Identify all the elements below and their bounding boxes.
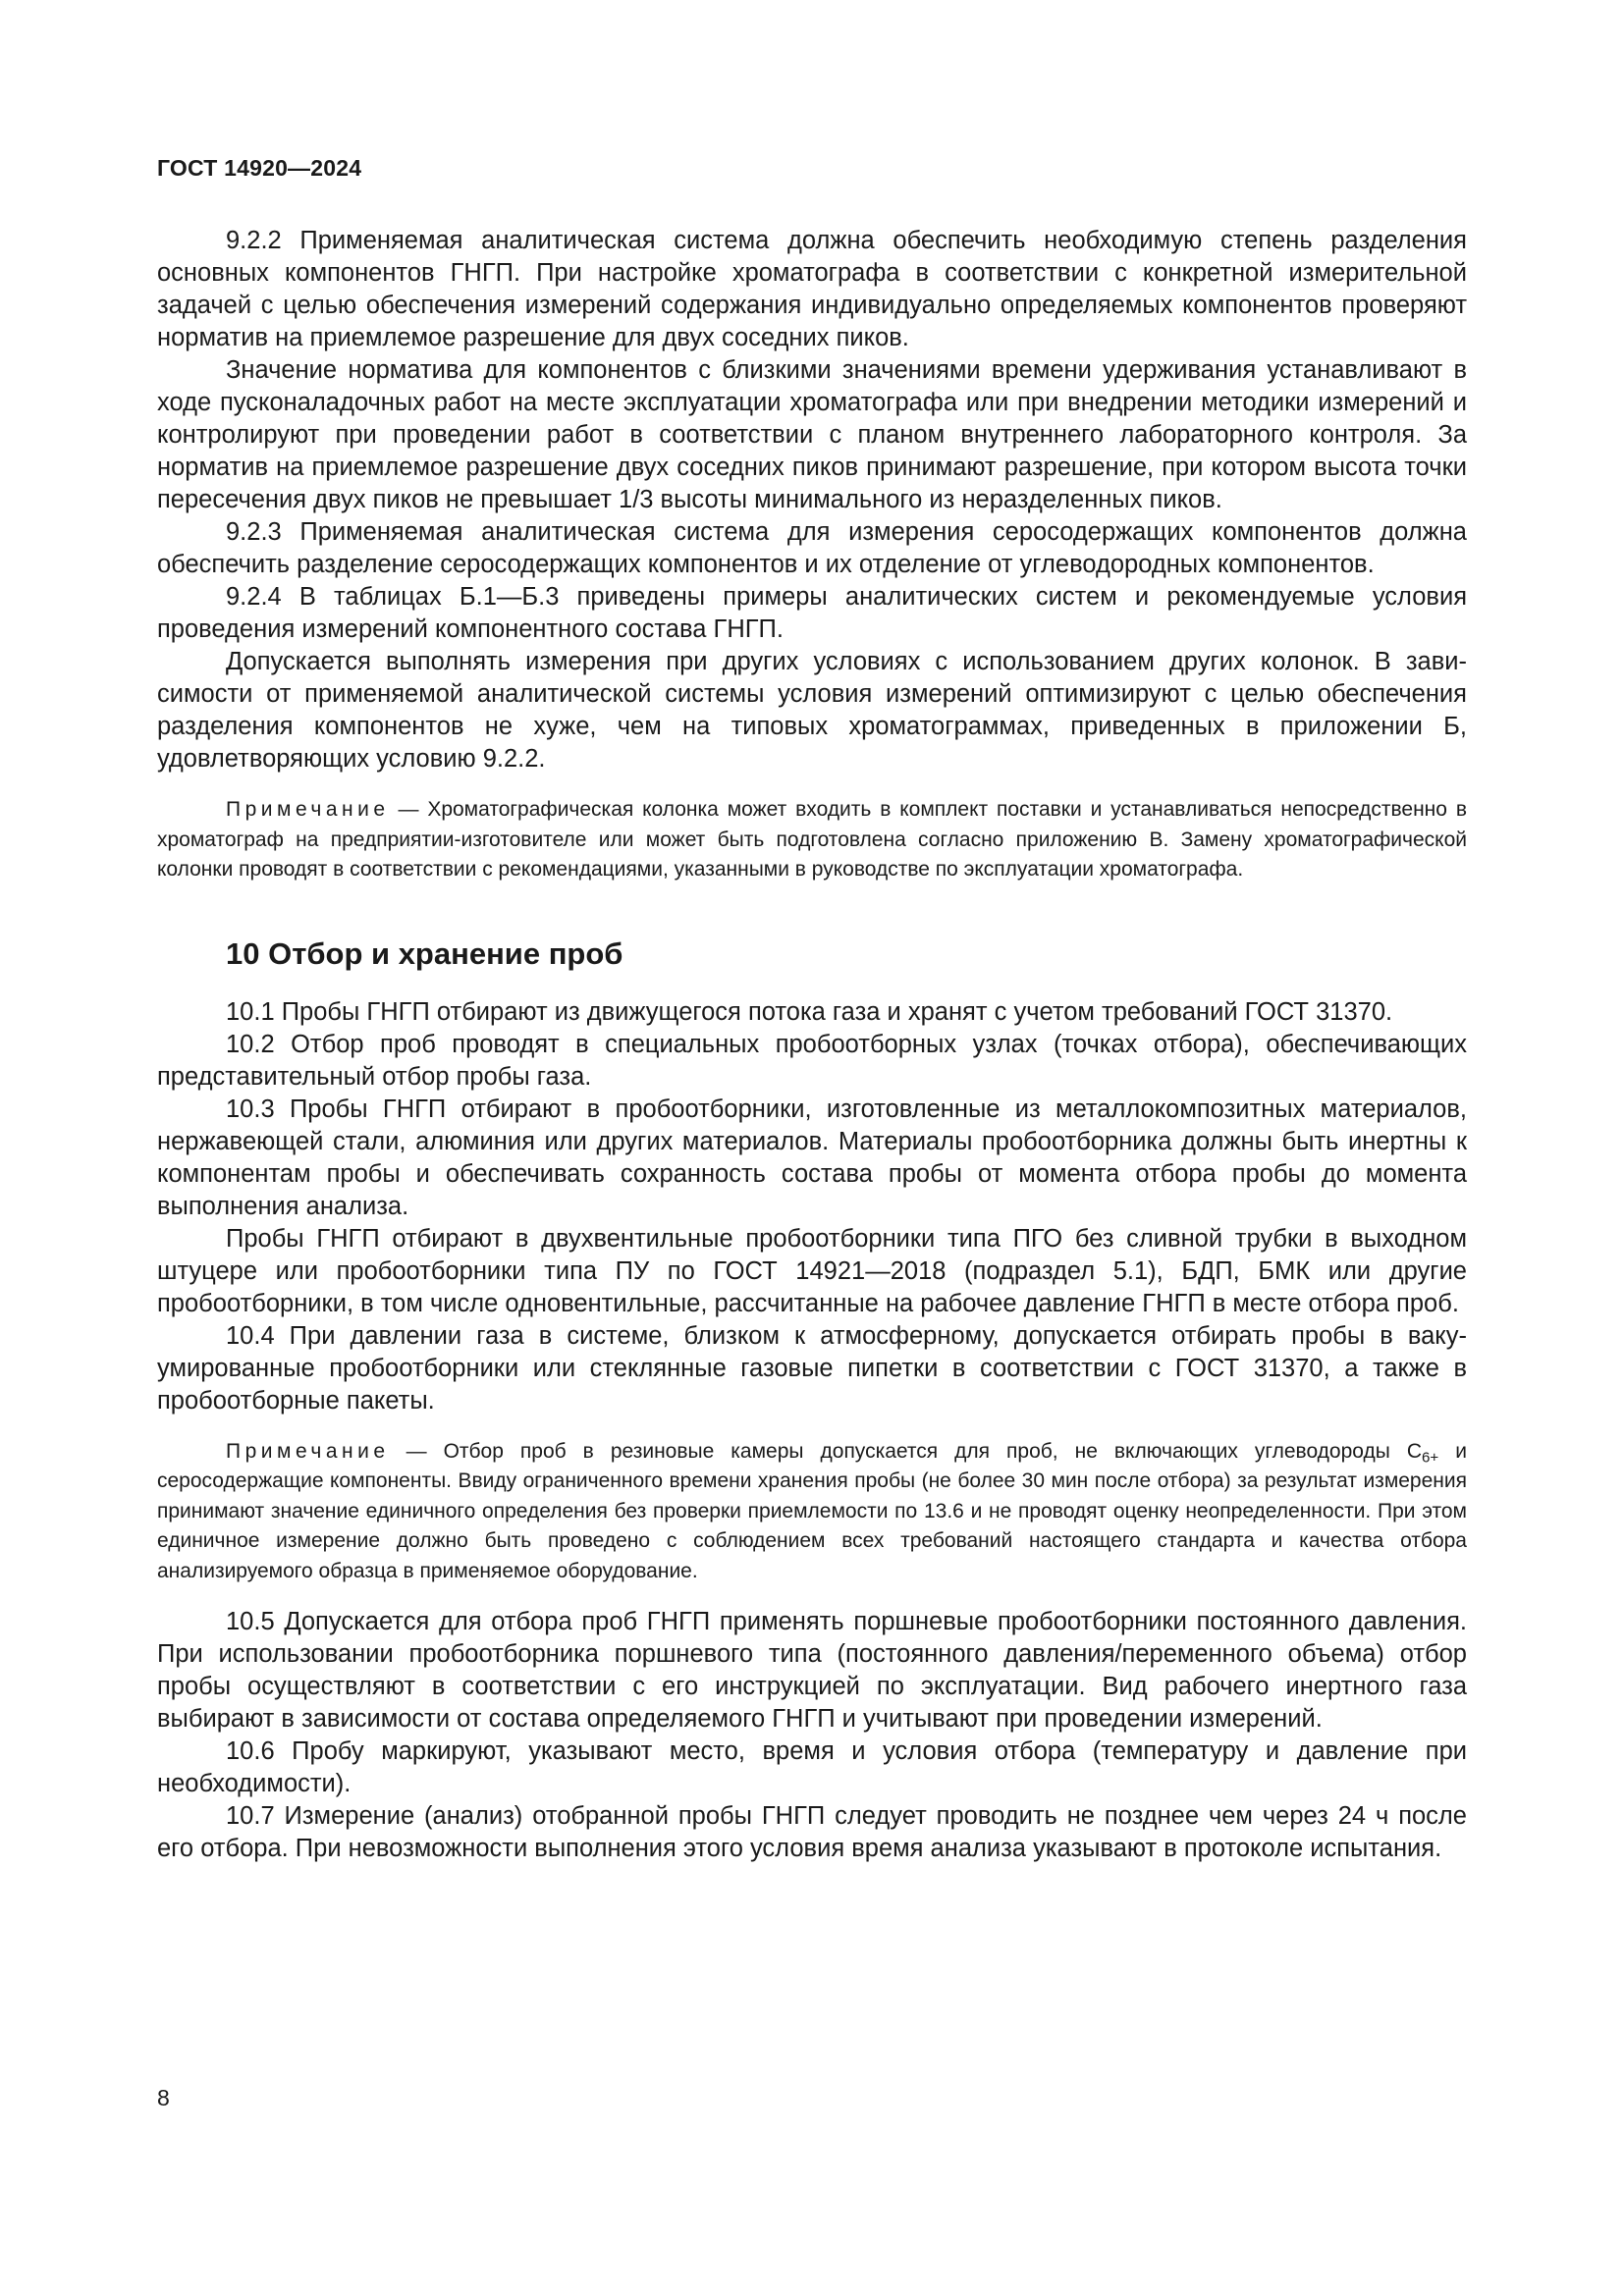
document-id: ГОСТ 14920—2024 — [157, 155, 362, 181]
note-rubber-chambers — [157, 1437, 1467, 1587]
section-10-heading: 10 Отбор и хранение проб — [226, 935, 623, 971]
paragraph-allowed-conditions: Допускается выполнять измерения при других условиях с использованием других колонок. В зависимости от применяемой аналитической системы условия измерений оптимизируют с целью обеспечения разделения компонентов не хуже, чем на типовых хроматограммах, приведенных в приложении Б, удовлетворяющих условию 9.2.2. — [157, 648, 1467, 773]
hydrocarbon-symbol: C — [1406, 1439, 1423, 1463]
paragraph-10-7: 10.7 Измерение (анализ) отобранной пробы ГНГП следует проводить не позднее чем через 24 ч после его отбора. При невозможности выполнения этого условия время анализа указывают в протоколе испытания. — [157, 1802, 1467, 1862]
paragraph-10-1: 10.1 Пробы ГНГП отбирают из движущегося потока газа и хранят с учетом требований ГОСТ 31370. — [226, 997, 1393, 1026]
note-label: Примечание — [226, 798, 390, 821]
paragraph-9-2-4: 9.2.4 В таблицах Б.1—Б.3 приведены примеры аналитических систем и рекомендуемые условия проведения измерений компонентного состава ГНГП. — [157, 583, 1467, 643]
paragraph-9-2-3: 9.2.3 Применяемая аналитическая система для измерения серосодержащих компонентов должна обеспечить разделение серосодержащих компонентов и их отделение от углеводородных компонентов. — [157, 518, 1467, 578]
hydrocarbon-subscript: 6+ — [1422, 1449, 1439, 1467]
paragraph-10-5: 10.5 Допускается для отбора проб ГНГП применять поршневые пробоотборники постоянного давления. При использовании пробоотборника поршневого типа (постоянного давления/переменного объема) отбор пробы осуществляют в соответствии с его инструкцией по эксплуатации. Вид рабочего инертного газа выбирают в зависимости от состава определяемого ГНГП и учитывают при проведении измерений. — [157, 1608, 1467, 1733]
paragraph-norm-value: Значение норматива для компонентов с близкими значениями времени удерживания устанавливают в ходе пусконаладочных работ на месте эксплуатации хроматографа или при внедрении методики измерений и контролируют при проведении работ в соответствии с планом внутреннего лабораторного контроля. За норматив на приемлемое разрешение двух соседних пиков принимают разрешение, при котором высота точки пересечения двух пиков не превышает 1/3 высоты минимального из неразделенных пиков. — [157, 356, 1467, 513]
note-text: — Хроматографическая колонка может входить в комплект поставки и устанавливаться непосредственно в хроматограф на предприятии-изготовителе или может быть подготовлена согласно приложению В. Замену хроматографической колонки проводят в соответствии с рекомендациями, указанными в руководстве по эксплуатации хроматографа. — [157, 798, 1467, 881]
paragraph-samplers-types: Пробы ГНГП отбирают в двухвентильные пробоотборники типа ПГО без сливной трубки в выходном штуцере или пробоотборники типа ПУ по ГОСТ 14921—2018 (подраздел 5.1), БДП, БМК или другие пробоотборники, в том числе одновентильные, рассчитанные на рабочее давление ГНГП в месте отбора проб. — [157, 1224, 1467, 1317]
note-text-part-a: — Отбор проб в резиновые камеры допускается для проб, не включающих углеводороды — [389, 1439, 1407, 1463]
page-body — [157, 225, 1467, 1865]
page-number: 8 — [157, 2085, 170, 2110]
paragraph-9-2-2: 9.2.2 Применяемая аналитическая система должна обеспечить необходимую степень разделения основных компонентов ГНГП. При настройке хроматографа в соответствии с конкретной измерительной задачей с целью обеспечения измерений содержания индивидуально определяемых компонентов проверяют норматив на приемлемое разрешение для двух соседних пиков. — [157, 227, 1467, 351]
paragraph-10-6: 10.6 Пробу маркируют, указывают место, время и условия отбора (температуру и давление при необходимости). — [157, 1737, 1467, 1797]
paragraph-10-3: 10.3 Пробы ГНГП отбирают в пробоотборники, изготовленные из металлокомпозитных материалов, нержавеющей стали, алюминия или других материалов. Материалы пробоотборника должны быть инертны к компонентам пробы и обеспечивать сохранность состава пробы от момента отбора пробы до момента выполнения анализа. — [157, 1095, 1467, 1220]
paragraph-10-4: 10.4 При давлении газа в системе, близком к атмосферному, допускается отбирать пробы в вакуумированные пробоотборники или стеклянные газовые пипетки в соответствии с ГОСТ 31370, а также в пробоотборные пакеты. — [157, 1321, 1467, 1415]
note-text-part-b: и серосодержащие компоненты. Ввиду ограниченного времени хранения пробы (не более 30 мин после отбора) за результат измерения принимают значение единичного определения без проверки приемлемости по 13.6 и не проводят оценку неопределенности. При этом единичное измерение должно быть проведено с соблюдением всех требований настоящего стандарта и качества отбора анализируемого образца в применяемое оборудование. — [157, 1439, 1467, 1582]
paragraph-10-2: 10.2 Отбор проб проводят в специальных пробоотборных узлах (точках отбора), обеспечивающих представительный отбор пробы газа. — [157, 1030, 1467, 1091]
note-label: Примечание — [226, 1439, 390, 1463]
note-chromatographic-column — [157, 795, 1467, 885]
